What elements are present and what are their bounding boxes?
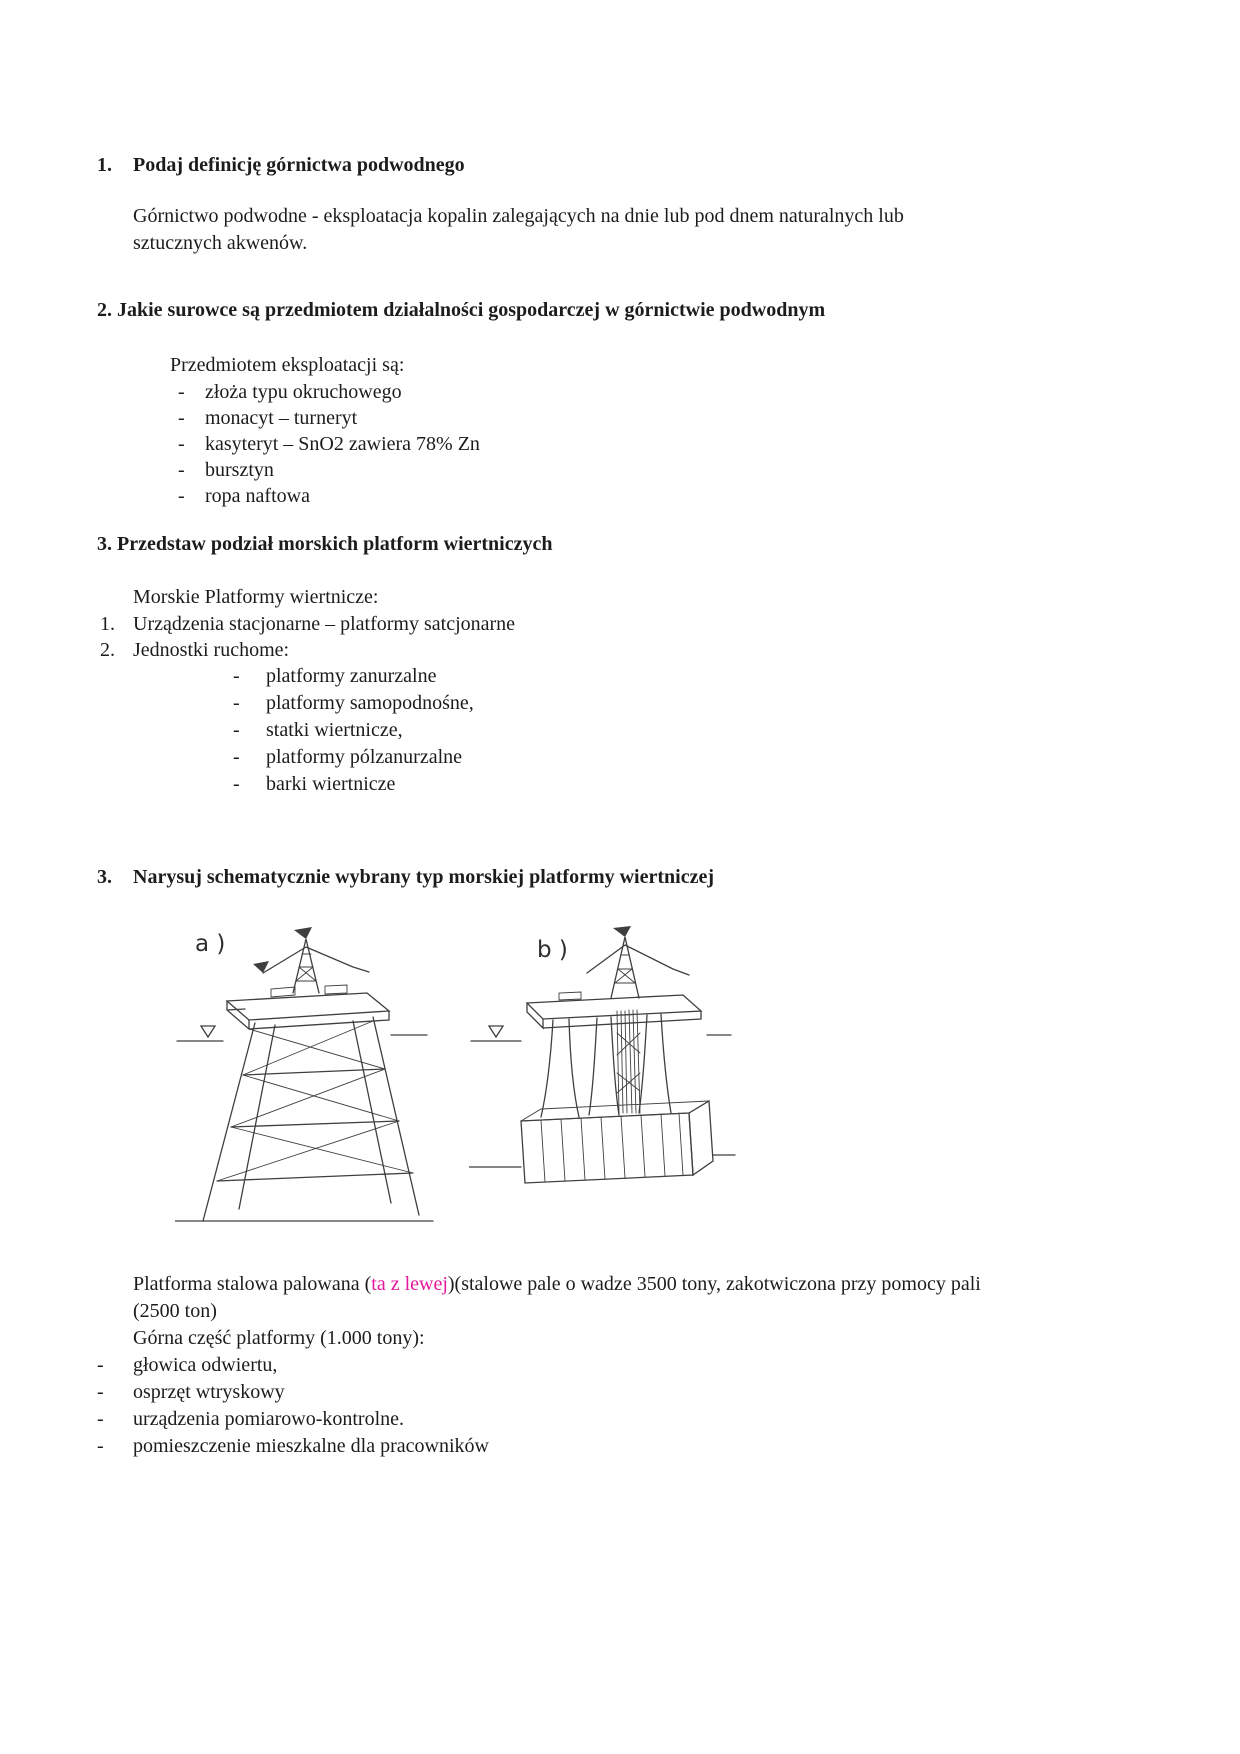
list-item bbox=[97, 1352, 1130, 1379]
question-3-sub-list bbox=[233, 663, 1130, 798]
list-item bbox=[178, 379, 1130, 405]
question-4-heading bbox=[97, 864, 1130, 891]
number-marker: 1. bbox=[100, 613, 115, 635]
question-4-number: 3. bbox=[97, 866, 112, 888]
bullet-dash: - bbox=[233, 692, 240, 714]
figure-caption-line2: Górna część platformy (1.000 tony): bbox=[133, 1327, 425, 1349]
caption-text-after: )(stalowe pale o wadze 3500 tony, zakotwiczona przy pomocy pali (2500 ton) bbox=[133, 1273, 981, 1322]
caption-text-before: Platforma stalowa palowana ( bbox=[133, 1273, 372, 1295]
bullet-dash: - bbox=[97, 1354, 104, 1376]
question-2-list bbox=[178, 379, 1130, 509]
list-item bbox=[233, 744, 1130, 771]
numbered-item-text: Jednostki ruchome: bbox=[133, 639, 290, 661]
bullet-dash: - bbox=[178, 485, 185, 507]
list-item bbox=[97, 1406, 1130, 1433]
list-item-text: urządzenia pomiarowo-kontrolne. bbox=[133, 1408, 405, 1430]
list-item bbox=[178, 431, 1130, 457]
list-item-text: kasyteryt – SnO2 zawiera 78% Zn bbox=[205, 433, 480, 455]
question-1-answer: Górnictwo podwodne - eksploatacja kopalin zalegających na dnie lub pod dnem naturalnych lub sztucznych akwenów. bbox=[133, 205, 904, 254]
list-item-text: platformy samopodnośne, bbox=[266, 692, 474, 714]
list-item bbox=[233, 717, 1130, 744]
list-item-text: statki wiertnicze, bbox=[266, 719, 403, 741]
figure-caption bbox=[133, 1271, 1005, 1325]
question-1-heading bbox=[97, 152, 1130, 179]
bullet-dash: - bbox=[97, 1381, 104, 1403]
question-2-intro: Przedmiotem eksploatacji są: bbox=[170, 354, 405, 376]
question-2-heading: 2. Jakie surowce są przedmiotem działalności gospodarczej w górnictwie podwodnym bbox=[97, 299, 826, 321]
list-item-text: platformy zanurzalne bbox=[266, 665, 437, 687]
question-3-intro: Morskie Platformy wiertnicze: bbox=[133, 586, 379, 608]
numbered-item bbox=[100, 637, 1130, 663]
list-item-text: osprzęt wtryskowy bbox=[133, 1381, 285, 1403]
bullet-dash: - bbox=[178, 407, 185, 429]
figure-label-b: b ) bbox=[537, 937, 568, 963]
list-item bbox=[233, 771, 1130, 798]
list-item-text: pomieszczenie mieszkalne dla pracowników bbox=[133, 1435, 489, 1457]
list-item bbox=[178, 483, 1130, 509]
list-item-text: barki wiertnicze bbox=[266, 773, 396, 795]
bullet-dash: - bbox=[178, 459, 185, 481]
bullet-dash: - bbox=[97, 1435, 104, 1457]
question-1-title: Podaj definicję górnictwa podwodnego bbox=[133, 154, 465, 176]
numbered-item bbox=[100, 611, 1130, 637]
caption-highlight: ta z lewej bbox=[371, 1273, 448, 1295]
list-item-text: głowica odwiertu, bbox=[133, 1354, 278, 1376]
list-item bbox=[178, 405, 1130, 431]
number-marker: 2. bbox=[100, 639, 115, 661]
question-3-numbered-list bbox=[97, 611, 1130, 663]
bullet-dash: - bbox=[178, 433, 185, 455]
figure-label-a: a ) bbox=[195, 931, 226, 957]
platform-figure bbox=[97, 923, 1130, 1255]
bullet-dash: - bbox=[233, 719, 240, 741]
list-item bbox=[233, 690, 1130, 717]
platform-b-drawing bbox=[469, 923, 737, 1255]
list-item-text: bursztyn bbox=[205, 459, 274, 481]
bullet-dash: - bbox=[233, 773, 240, 795]
list-item-text: ropa naftowa bbox=[205, 485, 310, 507]
list-item bbox=[97, 1379, 1130, 1406]
list-item bbox=[233, 663, 1130, 690]
bullet-dash: - bbox=[178, 381, 185, 403]
list-item-text: platformy pólzanurzalne bbox=[266, 746, 463, 768]
question-4-title: Narysuj schematycznie wybrany typ morskiej platformy wiertniczej bbox=[133, 866, 714, 888]
bullet-dash: - bbox=[233, 746, 240, 768]
list-item-text: monacyt – turneryt bbox=[205, 407, 358, 429]
question-1-number: 1. bbox=[97, 154, 112, 176]
bullet-dash: - bbox=[97, 1408, 104, 1430]
list-item-text: złoża typu okruchowego bbox=[205, 381, 402, 403]
list-item bbox=[178, 457, 1130, 483]
bullet-dash: - bbox=[233, 665, 240, 687]
question-4-list bbox=[97, 1352, 1130, 1460]
numbered-item-text: Urządzenia stacjonarne – platformy satcjonarne bbox=[133, 613, 516, 635]
list-item bbox=[97, 1433, 1130, 1460]
platform-a-drawing bbox=[175, 923, 435, 1255]
question-3-heading: 3. Przedstaw podział morskich platform wiertniczych bbox=[97, 533, 553, 555]
